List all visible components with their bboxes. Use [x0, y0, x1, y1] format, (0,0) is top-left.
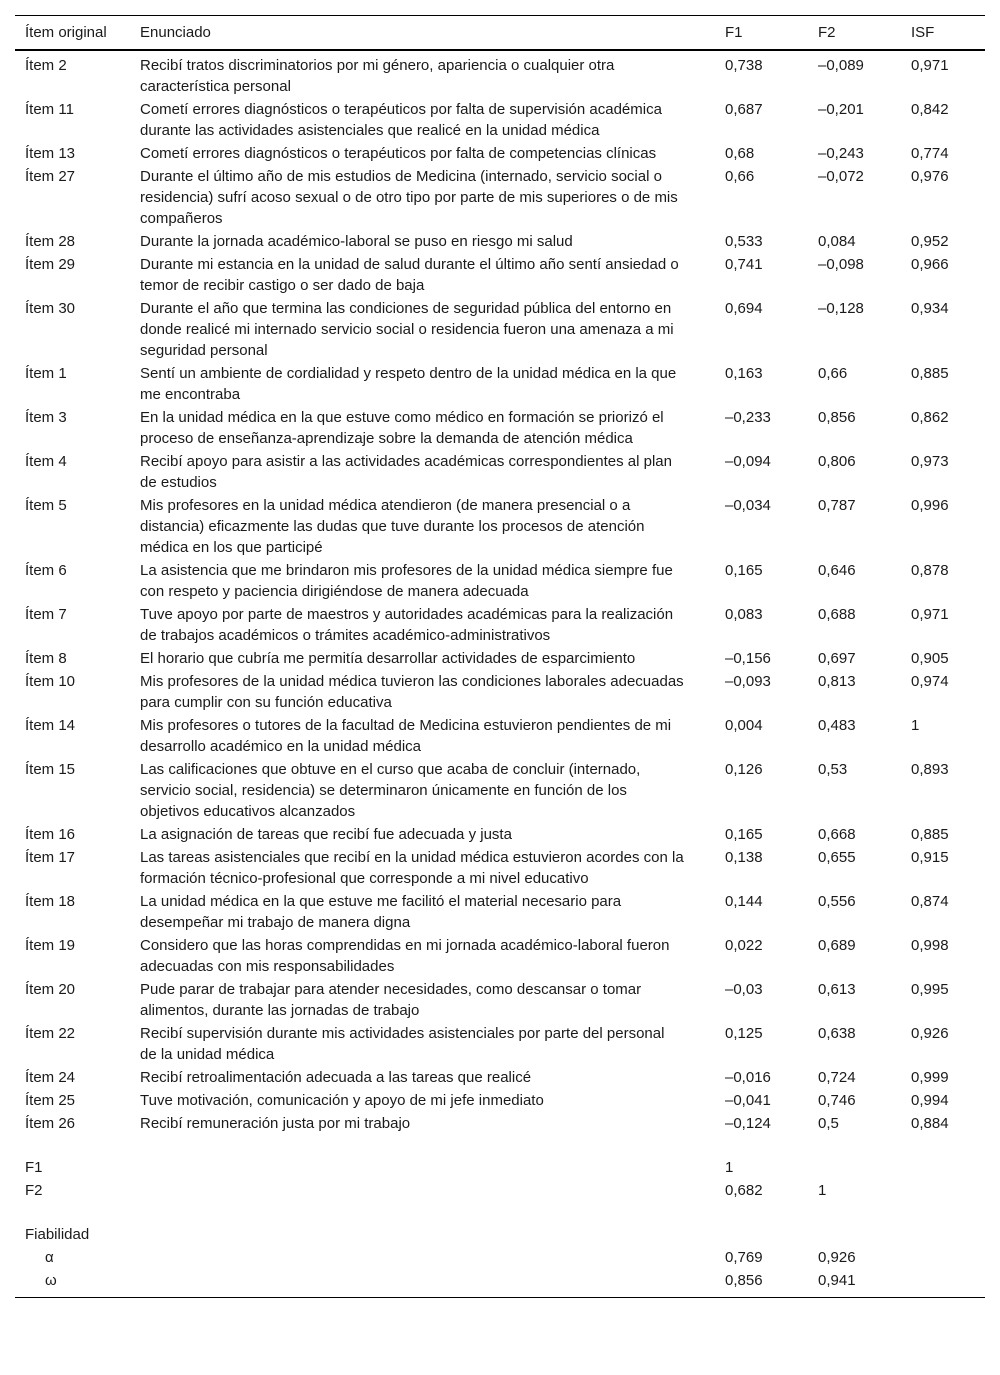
item-cell: Ítem 5: [25, 497, 67, 514]
f2-cell: 0,668: [818, 826, 856, 843]
f1-cell: 0,694: [725, 300, 763, 317]
f2-cell: –0,243: [818, 145, 864, 162]
statement-cell: La asistencia que me brindaron mis profesores de la unidad médica siempre fue con respeto y paciencia dirigiéndose de manera adecuada: [140, 562, 673, 600]
table-row: [15, 362, 985, 406]
table-body: [15, 50, 985, 1135]
item-cell: Ítem 14: [25, 717, 76, 734]
correlation-label: F2: [25, 1182, 43, 1199]
statement-cell: Durante mi estancia en la unidad de salud durante el último año sentí ansiedad o temor de recibir castigo o ser dado de baja: [140, 256, 679, 294]
statement-cell: Mis profesores o tutores de la facultad de Medicina estuvieron pendientes de mi desarrollo académico en la unidad médica: [140, 717, 672, 755]
table-row: [15, 494, 985, 559]
item-cell: Ítem 18: [25, 893, 76, 910]
statement-cell: Cometí errores diagnósticos o terapéuticos por falta de competencias clínicas: [140, 145, 657, 162]
correlation-f1-value: 0,682: [725, 1182, 763, 1199]
isf-cell: 0,885: [911, 826, 949, 843]
table-row: [15, 297, 985, 362]
f2-cell: 0,646: [818, 562, 856, 579]
f2-cell: 0,697: [818, 650, 856, 667]
item-cell: Ítem 25: [25, 1092, 76, 1109]
item-cell: Ítem 28: [25, 233, 76, 250]
f1-cell: 0,022: [725, 937, 763, 954]
isf-cell: 0,915: [911, 849, 949, 866]
table-row: [15, 1066, 985, 1089]
isf-cell: 0,934: [911, 300, 949, 317]
item-cell: Ítem 22: [25, 1025, 76, 1042]
item-cell: Ítem 15: [25, 761, 76, 778]
isf-cell: 0,905: [911, 650, 949, 667]
statement-cell: Cometí errores diagnósticos o terapéuticos por falta de supervisión académica durante las actividades asistenciales que realicé en la unidad médica: [140, 101, 662, 139]
f2-cell: 0,806: [818, 453, 856, 470]
isf-cell: 0,973: [911, 453, 949, 470]
isf-cell: 0,966: [911, 256, 949, 273]
table-row: [15, 230, 985, 253]
isf-cell: 0,774: [911, 145, 949, 162]
header-statement: Enunciado: [130, 16, 715, 51]
reliability-alpha-label: α: [45, 1249, 54, 1266]
reliability-row-omega: [15, 1269, 985, 1298]
f2-cell: –0,072: [818, 168, 864, 185]
item-cell: Ítem 7: [25, 606, 67, 623]
f1-cell: –0,041: [725, 1092, 771, 1109]
isf-cell: 0,893: [911, 761, 949, 778]
f2-cell: 0,53: [818, 761, 848, 778]
statement-cell: Las tareas asistenciales que recibí en la unidad médica estuvieron acordes con la formación técnico-profesional que corresponde a mi nivel educativo: [140, 849, 684, 887]
header-isf: ISF: [901, 16, 985, 51]
f1-cell: 0,138: [725, 849, 763, 866]
item-cell: Ítem 30: [25, 300, 76, 317]
correlation-f2-value: [808, 1156, 901, 1179]
isf-cell: 0,998: [911, 937, 949, 954]
item-cell: Ítem 17: [25, 849, 76, 866]
table-row: [15, 647, 985, 670]
table-row: [15, 1112, 985, 1135]
f1-cell: –0,03: [725, 981, 763, 998]
table-row: [15, 165, 985, 230]
header-row: [15, 16, 985, 51]
factor-loadings-table: [15, 15, 985, 1298]
f1-cell: –0,093: [725, 673, 771, 690]
table-row: [15, 714, 985, 758]
correlation-f1-value: 1: [725, 1159, 734, 1176]
isf-cell: 0,974: [911, 673, 949, 690]
item-cell: Ítem 11: [25, 101, 74, 118]
f2-cell: 0,724: [818, 1069, 856, 1086]
statement-cell: Mis profesores en la unidad médica atendieron (de manera presencial o a distancia) eficazmente las dudas que tuve durante los procesos de atención médica en los que participé: [140, 497, 645, 556]
reliability-omega-label: ω: [45, 1272, 57, 1289]
isf-cell: 0,994: [911, 1092, 949, 1109]
correlation-f2-value: 1: [818, 1182, 827, 1199]
item-cell: Ítem 2: [25, 57, 67, 74]
item-cell: Ítem 10: [25, 673, 76, 690]
table-row: [15, 890, 985, 934]
item-cell: Ítem 4: [25, 453, 67, 470]
table-row: [15, 253, 985, 297]
isf-cell: 0,976: [911, 168, 949, 185]
statement-cell: Durante el último año de mis estudios de Medicina (internado, servicio social o residencia) sufrí acoso sexual o de otro tipo por parte de mis superiores o de mis compañeros: [140, 168, 678, 227]
correlation-row-f2: [15, 1179, 985, 1202]
item-cell: Ítem 20: [25, 981, 76, 998]
statement-cell: Las calificaciones que obtuve en el curso que acaba de concluir (internado, servicio social, residencia) se determinaron únicamente en función de los objetivos educativos alcanzados: [140, 761, 641, 820]
table-row: [15, 1089, 985, 1112]
f2-cell: 0,084: [818, 233, 856, 250]
isf-cell: 0,885: [911, 365, 949, 382]
reliability-omega-f2: 0,941: [818, 1272, 856, 1289]
correlation-row-f1: [15, 1156, 985, 1179]
table-row: [15, 823, 985, 846]
spacer-row: [15, 1202, 985, 1223]
f2-cell: 0,613: [818, 981, 856, 998]
statement-cell: Durante la jornada académico-laboral se puso en riesgo mi salud: [140, 233, 573, 250]
reliability-alpha-f1: 0,769: [725, 1249, 763, 1266]
isf-cell: 0,996: [911, 497, 949, 514]
f2-cell: –0,128: [818, 300, 864, 317]
item-cell: Ítem 8: [25, 650, 67, 667]
statement-cell: La unidad médica en la que estuve me facilitó el material necesario para desempeñar mi trabajo de manera digna: [140, 893, 622, 931]
statement-cell: Tuve motivación, comunicación y apoyo de mi jefe inmediato: [140, 1092, 544, 1109]
f1-cell: 0,738: [725, 57, 763, 74]
item-cell: Ítem 29: [25, 256, 76, 273]
table-row: [15, 98, 985, 142]
f2-cell: 0,746: [818, 1092, 856, 1109]
header-item: Ítem original: [15, 16, 130, 51]
table-footer-stats: [15, 1135, 985, 1298]
f1-cell: 0,533: [725, 233, 763, 250]
f1-cell: –0,124: [725, 1115, 771, 1132]
isf-cell: 1: [911, 717, 920, 734]
table-row: [15, 758, 985, 823]
isf-cell: 0,952: [911, 233, 949, 250]
item-cell: Ítem 16: [25, 826, 76, 843]
f1-cell: –0,016: [725, 1069, 771, 1086]
statement-cell: Recibí apoyo para asistir a las actividades académicas correspondientes al plan de estudios: [140, 453, 672, 491]
item-cell: Ítem 26: [25, 1115, 76, 1132]
isf-cell: 0,874: [911, 893, 949, 910]
table-header: [15, 16, 985, 51]
reliability-label: Fiabilidad: [25, 1226, 90, 1243]
correlation-label: F1: [25, 1159, 43, 1176]
statement-cell: En la unidad médica en la que estuve como médico en formación se priorizó el proceso de enseñanza-aprendizaje sobre la demanda de atención médica: [140, 409, 664, 447]
table-row: [15, 670, 985, 714]
header-f1: F1: [715, 16, 808, 51]
table-row: [15, 846, 985, 890]
factor-loadings-table-container: [15, 15, 985, 1298]
f2-cell: 0,655: [818, 849, 856, 866]
statement-cell: Recibí retroalimentación adecuada a las tareas que realicé: [140, 1069, 532, 1086]
statement-cell: Mis profesores de la unidad médica tuvieron las condiciones laborales adecuadas para cumplir con su función educativa: [140, 673, 684, 711]
f1-cell: –0,156: [725, 650, 771, 667]
statement-cell: Tuve apoyo por parte de maestros y autoridades académicas para la realización de trabajos académicos o trámites académico-administrativos: [140, 606, 674, 644]
table-row: [15, 559, 985, 603]
reliability-omega-f1: 0,856: [725, 1272, 763, 1289]
item-cell: Ítem 19: [25, 937, 76, 954]
isf-cell: 0,862: [911, 409, 949, 426]
f2-cell: 0,5: [818, 1115, 839, 1132]
isf-cell: 0,842: [911, 101, 949, 118]
f2-cell: –0,098: [818, 256, 864, 273]
reliability-row-alpha: [15, 1246, 985, 1269]
f2-cell: 0,638: [818, 1025, 856, 1042]
table-row: [15, 450, 985, 494]
f2-cell: 0,856: [818, 409, 856, 426]
f1-cell: 0,165: [725, 562, 763, 579]
isf-cell: 0,926: [911, 1025, 949, 1042]
statement-cell: Recibí tratos discriminatorios por mi género, apariencia o cualquier otra característica personal: [140, 57, 615, 95]
f1-cell: 0,165: [725, 826, 763, 843]
reliability-alpha-f2: 0,926: [818, 1249, 856, 1266]
isf-cell: 0,884: [911, 1115, 949, 1132]
isf-cell: 0,971: [911, 606, 949, 623]
table-row: [15, 603, 985, 647]
statement-cell: Durante el año que termina las condiciones de seguridad pública del entorno en donde realicé mi internado servicio social o residencia fueron una amenaza a mi seguridad personal: [140, 300, 674, 359]
f2-cell: 0,556: [818, 893, 856, 910]
spacer-row: [15, 1135, 985, 1156]
table-row: [15, 142, 985, 165]
statement-cell: El horario que cubría me permitía desarrollar actividades de esparcimiento: [140, 650, 636, 667]
f2-cell: 0,813: [818, 673, 856, 690]
item-cell: Ítem 24: [25, 1069, 76, 1086]
f2-cell: 0,66: [818, 365, 848, 382]
f1-cell: 0,163: [725, 365, 763, 382]
table-row: [15, 50, 985, 98]
header-f2: F2: [808, 16, 901, 51]
item-cell: Ítem 1: [25, 365, 67, 382]
item-cell: Ítem 6: [25, 562, 67, 579]
f1-cell: 0,004: [725, 717, 763, 734]
f1-cell: 0,126: [725, 761, 763, 778]
statement-cell: Considero que las horas comprendidas en mi jornada académico-laboral fueron adecuadas con mis responsabilidades: [140, 937, 670, 975]
f1-cell: 0,68: [725, 145, 755, 162]
reliability-heading-row: [15, 1223, 985, 1246]
f1-cell: 0,083: [725, 606, 763, 623]
statement-cell: La asignación de tareas que recibí fue adecuada y justa: [140, 826, 512, 843]
f1-cell: 0,741: [725, 256, 763, 273]
table-row: [15, 978, 985, 1022]
f2-cell: –0,201: [818, 101, 864, 118]
table-row: [15, 1022, 985, 1066]
f2-cell: 0,689: [818, 937, 856, 954]
f1-cell: 0,687: [725, 101, 763, 118]
f2-cell: 0,787: [818, 497, 856, 514]
item-cell: Ítem 27: [25, 168, 76, 185]
f2-cell: –0,089: [818, 57, 864, 74]
statement-cell: Recibí remuneración justa por mi trabajo: [140, 1115, 411, 1132]
f1-cell: 0,66: [725, 168, 755, 185]
isf-cell: 0,878: [911, 562, 949, 579]
f2-cell: 0,688: [818, 606, 856, 623]
f1-cell: –0,034: [725, 497, 771, 514]
isf-cell: 0,995: [911, 981, 949, 998]
isf-cell: 0,971: [911, 57, 949, 74]
statement-cell: Sentí un ambiente de cordialidad y respeto dentro de la unidad médica en la que me encontraba: [140, 365, 677, 403]
table-row: [15, 406, 985, 450]
f1-cell: 0,125: [725, 1025, 763, 1042]
table-row: [15, 934, 985, 978]
item-cell: Ítem 13: [25, 145, 76, 162]
f1-cell: 0,144: [725, 893, 763, 910]
f1-cell: –0,233: [725, 409, 771, 426]
isf-cell: 0,999: [911, 1069, 949, 1086]
item-cell: Ítem 3: [25, 409, 67, 426]
statement-cell: Pude parar de trabajar para atender necesidades, como descansar o tomar alimentos, durante las jornadas de trabajo: [140, 981, 642, 1019]
f2-cell: 0,483: [818, 717, 856, 734]
statement-cell: Recibí supervisión durante mis actividades asistenciales por parte del personal de la unidad médica: [140, 1025, 665, 1063]
f1-cell: –0,094: [725, 453, 771, 470]
